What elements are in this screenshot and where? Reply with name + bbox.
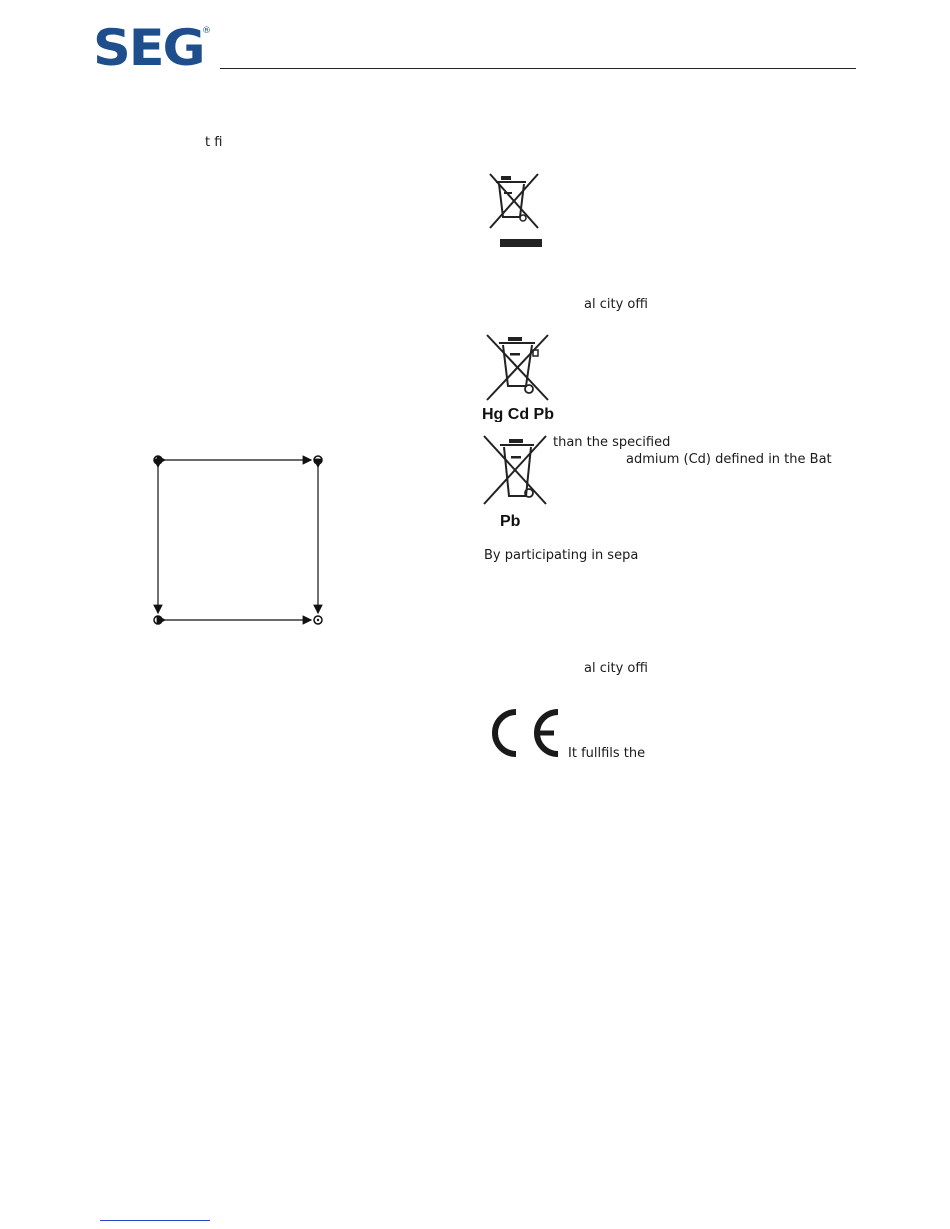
header-rule [220, 68, 856, 69]
wall-mount-diagram [145, 448, 331, 634]
text-fragment-5: By participating in sepa [484, 548, 639, 563]
brand-logo [93, 19, 213, 77]
pb-label: Pb [500, 513, 521, 530]
battery-bin-pb-icon [480, 432, 550, 530]
footer-link-underline[interactable] [100, 1220, 210, 1221]
text-fragment-1: t fi [205, 135, 223, 150]
ce-mark-icon [486, 706, 568, 760]
text-fragment-4: admium (Cd) defined in the Bat [626, 452, 832, 467]
mount-hole-bottom-right [314, 616, 322, 624]
mount-hole-bottom-left [154, 616, 162, 624]
text-fragment-2: al city offi [584, 297, 648, 312]
mount-hole-top-right [314, 456, 322, 464]
battery-bin-hg-cd-pb-icon [480, 332, 558, 422]
text-fragment-6: al city offi [584, 661, 648, 676]
text-fragment-7: It fullfils the [568, 746, 646, 761]
mount-hole-top-left [154, 456, 162, 464]
logo-text: SEG [93, 19, 204, 77]
text-fragment-3: than the specified [553, 435, 671, 450]
weee-bin-icon [486, 170, 548, 254]
registered-mark: ® [202, 26, 211, 36]
hg-cd-pb-label: Hg Cd Pb [482, 406, 554, 422]
